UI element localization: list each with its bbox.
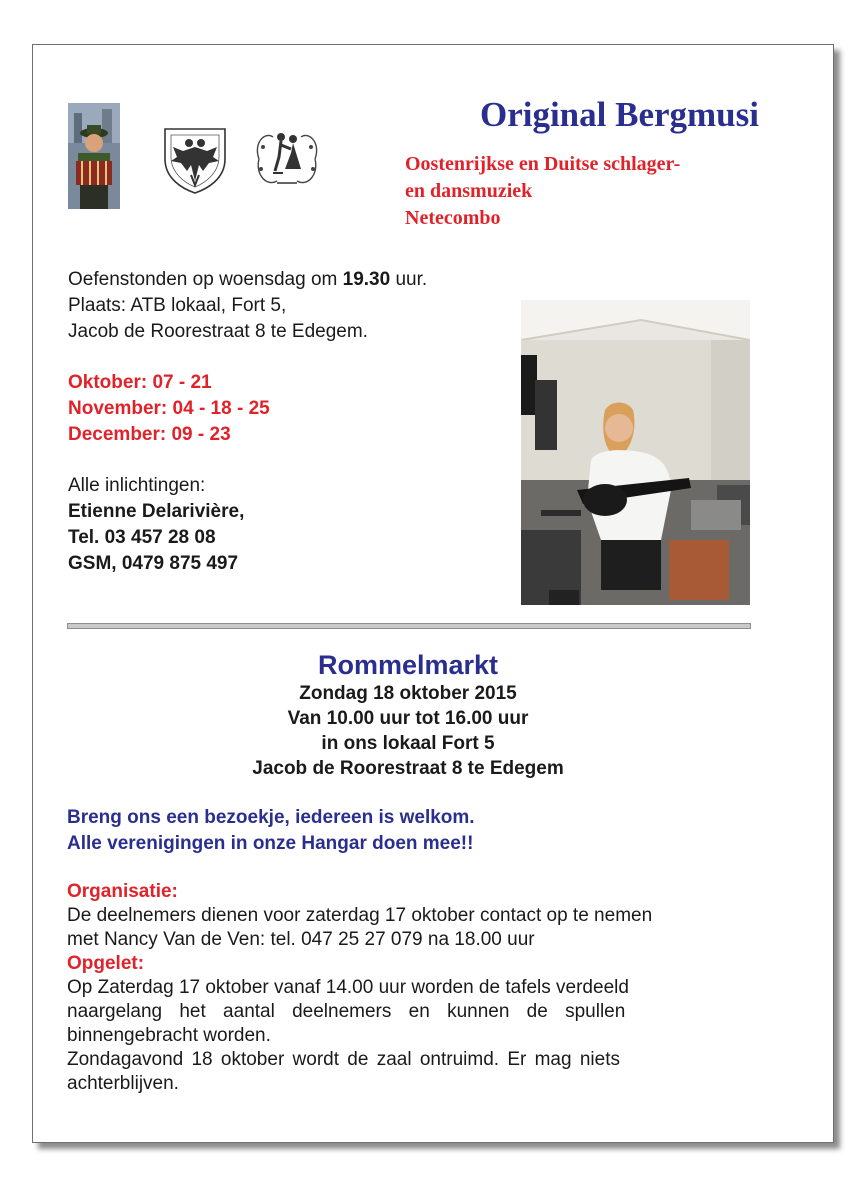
market-title: Rommelmarkt (317, 650, 499, 680)
band-subtitle (405, 151, 785, 232)
notice-text: Op Zaterdag 17 oktober vanaf 14.00 uur worden de tafels verdeeld (67, 977, 629, 998)
organisation-text: met Nancy Van de Ven: tel. 047 25 27 079 na 18.00 uur (67, 929, 535, 950)
organisation-heading: Organisatie: (67, 881, 178, 902)
invite-line: Breng ons een bezoekje, iedereen is welkom. (67, 807, 475, 828)
rehearsal-suffix: uur. (390, 269, 428, 290)
rehearsal-place: Plaats: ATB lokaal, Fort 5, (68, 295, 287, 316)
subtitle-line: en dansmuziek (405, 180, 533, 202)
guitar-player-photo (521, 300, 750, 605)
contact-name: Etienne Delarivière, (68, 501, 245, 522)
notice-text: naargelang het aantal deelnemers en kunnen de spullen (67, 1001, 626, 1022)
market-section (33, 649, 783, 781)
notice-text: binnengebracht worden. (67, 1025, 271, 1046)
market-line: Van 10.00 uur tot 16.00 uur (287, 708, 529, 729)
invite-line: Alle verenigingen in onze Hangar doen mee!! (67, 833, 474, 854)
subtitle-line: Netecombo (405, 207, 501, 229)
notice-heading: Opgelet: (67, 953, 145, 974)
organisation-section (67, 880, 751, 1096)
rehearsal-line (68, 267, 508, 293)
subtitle-line: Oostenrijkse en Duitse schlager- (405, 153, 681, 175)
eagle-coat-of-arms-icon (161, 125, 229, 195)
market-invite (67, 805, 767, 857)
rehearsal-prefix: Oefenstonden op woensdag om (68, 269, 343, 290)
rehearsal-dates (68, 370, 508, 448)
notice-text: Zondagavond 18 oktober wordt de zaal ontruimd. Er mag niets (67, 1049, 620, 1070)
flyer-page (32, 44, 834, 1143)
organisation-text: De deelnemers dienen voor zaterdag 17 oktober contact op te nemen (67, 905, 653, 926)
contact-tel: Tel. 03 457 28 08 (68, 527, 216, 548)
band-title: Original Bergmusi (479, 95, 759, 134)
market-line: Jacob de Roorestraat 8 te Edegem (252, 758, 564, 779)
contact-info (68, 473, 508, 577)
market-line: Zondag 18 oktober 2015 (299, 683, 517, 704)
notice-text: achterblijven. (67, 1073, 179, 1094)
rehearsal-address: Jacob de Roorestraat 8 te Edegem. (68, 321, 368, 342)
section-divider (67, 623, 751, 629)
date-line: Oktober: 07 - 21 (68, 372, 212, 393)
rehearsal-info (68, 267, 508, 345)
rehearsal-time: 19.30 (342, 269, 391, 290)
date-line: December: 09 - 23 (68, 424, 231, 445)
dancing-couple-emblem-icon (251, 123, 323, 195)
accordion-player-photo (68, 103, 120, 209)
date-line: November: 04 - 18 - 25 (68, 398, 270, 419)
market-line: in ons lokaal Fort 5 (321, 733, 495, 754)
contact-gsm: GSM, 0479 875 497 (68, 553, 239, 574)
contact-intro: Alle inlichtingen: (68, 475, 206, 496)
